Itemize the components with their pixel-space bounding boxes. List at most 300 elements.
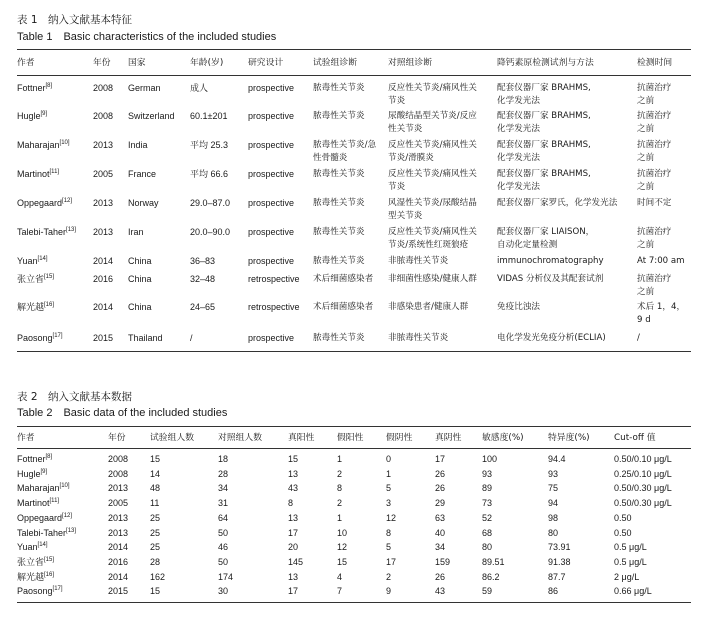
table1-age: 60.1±201 xyxy=(190,111,228,121)
table2-cell: 64 xyxy=(218,512,229,523)
table2-cell: 73 xyxy=(482,498,493,509)
table2-author xyxy=(17,527,76,540)
table2-cell: 12 xyxy=(337,542,348,553)
table1-country: China xyxy=(128,302,152,312)
table2-col-header: 真阴性 xyxy=(435,433,462,443)
table1-author xyxy=(17,168,59,181)
table2-cell: 28 xyxy=(150,556,161,567)
reference-marker: [15] xyxy=(44,556,55,563)
table1-test-diagnosis xyxy=(313,139,376,165)
table2-cell: 2 xyxy=(386,571,392,582)
table2-col-header: 敏感度(%) xyxy=(482,433,524,443)
table1-author xyxy=(17,82,52,95)
author-name: Oppegaard xyxy=(17,198,63,208)
table2-cell: 2005 xyxy=(108,498,129,509)
table2-cell: 1 xyxy=(337,454,343,464)
table1-country: France xyxy=(128,169,157,179)
table2-cell: 25 xyxy=(150,527,161,538)
table1-bottom-rule xyxy=(17,351,691,352)
table2-cell: 75 xyxy=(548,483,559,494)
table2-cell: 89.51 xyxy=(482,556,505,567)
table2-cell: 12 xyxy=(386,512,397,523)
cell-line: 之前 xyxy=(637,153,655,163)
table1-test-diagnosis xyxy=(313,110,365,123)
table1-country: Norway xyxy=(128,198,159,208)
table1-col-header: 试验组诊断 xyxy=(313,58,357,68)
table2-cell: 17 xyxy=(386,556,397,567)
table1-age: 32–48 xyxy=(190,274,216,284)
table1-year: 2014 xyxy=(93,302,114,312)
table1-test-diagnosis xyxy=(313,168,365,181)
table1-method xyxy=(497,255,604,268)
cell-line: 时间不定 xyxy=(637,198,672,208)
table1-detection-time xyxy=(637,82,671,108)
reference-marker: [8] xyxy=(45,83,53,89)
author-name: Fottner xyxy=(17,83,46,93)
table2-cell: 7 xyxy=(337,586,343,597)
table1-col-header: 对照组诊断 xyxy=(388,58,432,68)
table1-detection-time xyxy=(637,197,671,210)
author-name: Martinot xyxy=(17,498,50,509)
cell-line: 脓毒性关节炎 xyxy=(313,198,365,208)
table2-cell: 4 xyxy=(337,571,343,582)
table2-title-en: Table 2 Basic data of the included studies xyxy=(17,407,228,419)
table1-method xyxy=(497,226,594,252)
table1-year: 2016 xyxy=(93,274,114,284)
table1-control-diagnosis xyxy=(388,273,477,286)
cell-line: At 7:00 am xyxy=(637,256,685,266)
table2-cell: 40 xyxy=(435,527,446,538)
author-name: Martinot xyxy=(17,169,50,179)
table1-test-diagnosis xyxy=(313,273,373,286)
table1-control-diagnosis xyxy=(388,82,477,108)
table2-cell: 59 xyxy=(482,586,493,597)
table2-author xyxy=(17,497,59,510)
table1-design: prospective xyxy=(248,83,295,93)
cell-line: 化学发光法 xyxy=(497,124,540,134)
cell-line: 抗菌治疗 xyxy=(637,83,672,93)
table2-cell: 94 xyxy=(548,498,559,509)
table1-method xyxy=(497,332,606,345)
table2-author xyxy=(17,512,72,525)
table1-author xyxy=(17,332,63,345)
table2-cell: 86 xyxy=(548,586,559,597)
table1-control-diagnosis xyxy=(388,197,477,223)
cell-line: 抗菌治疗 xyxy=(637,227,672,237)
author-name: 张立省 xyxy=(17,274,45,284)
cell-line: 脓毒性关节炎 xyxy=(313,169,365,179)
table2-cell: 174 xyxy=(218,571,234,582)
table2-cell: 25 xyxy=(150,512,161,523)
cell-line: 抗菌治疗 xyxy=(637,169,672,179)
author-name: Hugle xyxy=(17,468,41,479)
cell-line: 反应性关节炎/痛风性关 xyxy=(388,140,477,150)
table2-cell: 100 xyxy=(482,454,498,464)
table1-control-diagnosis xyxy=(388,226,477,252)
cell-line: 9 d xyxy=(637,315,651,325)
table2-cell: 0.50 xyxy=(614,512,632,523)
table2-cell: 3 xyxy=(386,498,392,509)
table1-country: India xyxy=(128,140,148,150)
table2-cell: 162 xyxy=(150,571,166,582)
table1-test-diagnosis xyxy=(313,301,373,314)
table2-cell: 73.91 xyxy=(548,542,571,553)
author-name: 解光越 xyxy=(17,571,45,582)
table2-cell: 0.66 μg/L xyxy=(614,586,652,597)
table1-design: prospective xyxy=(248,169,295,179)
table2-cell: 26 xyxy=(435,571,446,582)
table1-method xyxy=(497,273,603,286)
table1-country: Iran xyxy=(128,227,144,237)
cell-line: 抗菌治疗 xyxy=(637,111,672,121)
cell-line: 配套仪器厂家 BRAHMS, xyxy=(497,140,591,150)
cell-line: 性骨髓炎 xyxy=(313,153,348,163)
cell-line: 之前 xyxy=(637,182,655,192)
author-name: Fottner xyxy=(17,454,46,464)
reference-marker: [9] xyxy=(40,468,48,475)
cell-line: 术后细菌感染者 xyxy=(313,302,374,312)
table2-cell: 20 xyxy=(288,542,299,553)
table2-cell: 2008 xyxy=(108,454,129,464)
table2-top-rule xyxy=(17,426,691,427)
table1-author xyxy=(17,255,48,268)
table1-control-diagnosis xyxy=(388,139,477,165)
table1-year: 2015 xyxy=(93,333,114,343)
cell-line: / xyxy=(637,333,640,343)
table2-cell: 2013 xyxy=(108,483,129,494)
table2-cell: 0 xyxy=(386,454,392,464)
reference-marker: [17] xyxy=(52,333,63,339)
table1-design: prospective xyxy=(248,333,295,343)
cell-line: 节炎 xyxy=(388,96,406,106)
table1-detection-time xyxy=(637,110,671,136)
table1-col-header: 降钙素原检测试剂与方法 xyxy=(497,58,594,68)
table2-col-header: 作者 xyxy=(17,433,35,443)
table1-detection-time xyxy=(637,168,671,194)
table1-author xyxy=(17,301,54,314)
author-name: Talebi-Taher xyxy=(17,527,67,538)
table1-top-rule xyxy=(17,49,691,50)
table2-cell: 0.5 μg/L xyxy=(614,556,647,567)
table2-bottom-rule xyxy=(17,602,691,603)
table2-col-header: 特异度(%) xyxy=(548,433,590,443)
table2-cell: 9 xyxy=(386,586,392,597)
table1-detection-time xyxy=(637,273,671,299)
author-name: Paosong xyxy=(17,586,53,597)
table1-year: 2014 xyxy=(93,256,114,266)
table1-detection-time xyxy=(637,332,640,345)
cell-line: 脓毒性关节炎 xyxy=(313,111,365,121)
reference-marker: [14] xyxy=(37,542,48,549)
table1-author xyxy=(17,226,76,239)
table2-cell: 0.50/0.30 μg/L xyxy=(614,483,672,494)
table2-cell: 14 xyxy=(150,468,161,479)
author-name: Hugle xyxy=(17,111,41,121)
table2-cell: 89 xyxy=(482,483,493,494)
author-name: Maharajan xyxy=(17,483,60,494)
table2-cell: 30 xyxy=(218,586,229,597)
table2-cell: 17 xyxy=(288,586,299,597)
author-name: Yuan xyxy=(17,256,38,266)
table2-cell: 31 xyxy=(218,498,229,509)
table2-cell: 25 xyxy=(150,542,161,553)
cell-line: 非感染患者/健康人群 xyxy=(388,302,469,312)
table1-country: China xyxy=(128,256,152,266)
table1-year: 2013 xyxy=(93,227,114,237)
author-name: Paosong xyxy=(17,333,53,343)
cell-line: 配套仪器厂家 LIAISON， xyxy=(497,227,595,237)
table2-cell: 28 xyxy=(218,468,229,479)
table1-method xyxy=(497,110,591,136)
table1-col-header: 研究设计 xyxy=(248,58,284,68)
table1-year: 2013 xyxy=(93,198,114,208)
table1-control-diagnosis xyxy=(388,301,468,314)
table1-year: 2008 xyxy=(93,111,114,121)
table1-design: prospective xyxy=(248,198,295,208)
table2-cell: 2008 xyxy=(108,468,129,479)
table2-author xyxy=(17,468,47,481)
table2-header-rule xyxy=(17,448,691,449)
table2-col-header: Cut-off 值 xyxy=(614,433,656,443)
table2-author xyxy=(17,585,63,598)
cell-line: 脓毒性关节炎/急 xyxy=(313,140,377,150)
cell-line: 脓毒性关节炎 xyxy=(313,227,365,237)
table2-col-header: 年份 xyxy=(108,433,126,443)
table2-col-header: 假阳性 xyxy=(337,433,364,443)
table1-col-header: 年龄(岁) xyxy=(190,58,224,68)
reference-marker: [16] xyxy=(44,302,55,308)
table1-design: retrospective xyxy=(248,274,300,284)
table1-age: / xyxy=(190,333,193,343)
table2-author xyxy=(17,541,48,554)
cell-line: 免疫比浊法 xyxy=(497,302,540,312)
cell-line: 节炎/系统性红斑狼疮 xyxy=(388,240,469,250)
table1-control-diagnosis xyxy=(388,110,477,136)
table2-cell: 2013 xyxy=(108,527,129,538)
table1-design: prospective xyxy=(248,256,295,266)
reference-marker: [14] xyxy=(37,256,48,262)
table2-cell: 15 xyxy=(150,586,161,597)
table2-cell: 10 xyxy=(337,527,348,538)
table1-country: Switzerland xyxy=(128,111,175,121)
table1-country: German xyxy=(128,83,161,93)
reference-marker: [13] xyxy=(66,527,77,534)
table2-cell: 8 xyxy=(288,498,294,509)
table2-cell: 15 xyxy=(337,556,348,567)
table2-cell: 17 xyxy=(288,527,299,538)
table2-author xyxy=(17,571,54,584)
table2-cell: 2 xyxy=(337,498,343,509)
table1-test-diagnosis xyxy=(313,82,365,95)
table1-header-rule xyxy=(17,75,691,76)
cell-line: 尿酸结晶型关节炎/反应 xyxy=(388,111,477,121)
cell-line: 术后 1，4， xyxy=(637,302,686,312)
table1-detection-time xyxy=(637,301,685,327)
table2-cell: 145 xyxy=(288,556,304,567)
reference-marker: [10] xyxy=(59,140,70,146)
table2-cell: 2016 xyxy=(108,556,129,567)
table1-control-diagnosis xyxy=(388,255,448,268)
author-name: Yuan xyxy=(17,542,38,553)
table2-cell: 80 xyxy=(548,527,559,538)
table1-col-header: 国家 xyxy=(128,58,146,68)
table2-cell: 34 xyxy=(435,542,446,553)
table1-age: 平均 66.6 xyxy=(190,169,229,179)
table1-method xyxy=(497,82,591,108)
table1-control-diagnosis xyxy=(388,332,448,345)
cell-line: 之前 xyxy=(637,124,655,134)
table2-cell: 34 xyxy=(218,483,229,494)
table1-country: Thailand xyxy=(128,333,163,343)
table2-col-header: 试验组人数 xyxy=(150,433,194,443)
table1-detection-time xyxy=(637,139,671,165)
table2-cell: 0.25/0.10 μg/L xyxy=(614,468,672,479)
table1-control-diagnosis xyxy=(388,168,477,194)
table1-year: 2013 xyxy=(93,140,114,150)
reference-marker: [15] xyxy=(44,274,55,280)
cell-line: 之前 xyxy=(637,240,655,250)
table2-cell: 0.50 xyxy=(614,527,632,538)
table2-cell: 5 xyxy=(386,542,392,553)
table1-country: China xyxy=(128,274,152,284)
cell-line: 脓毒性关节炎 xyxy=(313,83,365,93)
table1-design: prospective xyxy=(248,111,295,121)
cell-line: 脓毒性关节炎 xyxy=(313,256,365,266)
table2-cell: 94.4 xyxy=(548,454,566,464)
table1-year: 2005 xyxy=(93,169,114,179)
table2-cell: 5 xyxy=(386,483,392,494)
reference-marker: [11] xyxy=(49,169,60,175)
table2-cell: 26 xyxy=(435,468,446,479)
table2-cell: 1 xyxy=(386,468,392,479)
table2-cell: 2014 xyxy=(108,542,129,553)
table1-method xyxy=(497,301,540,314)
table1-method xyxy=(497,197,617,210)
table2-cell: 48 xyxy=(150,483,161,494)
cell-line: immunochromatography xyxy=(497,256,604,266)
table1-detection-time xyxy=(637,255,685,268)
cell-line: 电化学发光免疫分析(ECLIA) xyxy=(497,333,606,343)
table1-method xyxy=(497,139,591,165)
table2-cell: 68 xyxy=(482,527,493,538)
table1-design: prospective xyxy=(248,140,295,150)
table2-col-header: 真阳性 xyxy=(288,433,315,443)
reference-marker: [16] xyxy=(44,571,55,578)
table2-cell: 2014 xyxy=(108,571,129,582)
table1-author xyxy=(17,273,54,286)
cell-line: VIDAS 分析仪及其配套试剂 xyxy=(497,274,604,284)
author-name: 解光越 xyxy=(17,302,45,312)
table2-col-header: 对照组人数 xyxy=(218,433,262,443)
cell-line: 之前 xyxy=(637,287,655,297)
table1-col-header: 年份 xyxy=(93,58,111,68)
table2-cell: 86.2 xyxy=(482,571,500,582)
reference-marker: [12] xyxy=(62,512,73,519)
table1-test-diagnosis xyxy=(313,332,365,345)
table2-cell: 15 xyxy=(150,454,161,464)
table2-cell: 43 xyxy=(435,586,446,597)
cell-line: 抗菌治疗 xyxy=(637,140,672,150)
reference-marker: [9] xyxy=(40,111,48,117)
table2-cell: 93 xyxy=(482,468,493,479)
table2-cell: 46 xyxy=(218,542,229,553)
cell-line: 脓毒性关节炎 xyxy=(313,333,365,343)
table1-test-diagnosis xyxy=(313,197,365,210)
cell-line: 型关节炎 xyxy=(388,211,423,221)
table2-title-zh: 表 2 纳入文献基本数据 xyxy=(17,391,133,403)
cell-line: 配套仪器厂家 BRAHMS, xyxy=(497,83,591,93)
table1-age: 20.0–90.0 xyxy=(190,227,231,237)
table2-cell: 63 xyxy=(435,512,446,523)
author-name: Oppegaard xyxy=(17,512,63,523)
table2-cell: 87.7 xyxy=(548,571,566,582)
reference-marker: [10] xyxy=(59,483,70,490)
table2-cell: 50 xyxy=(218,556,229,567)
table2-author xyxy=(17,482,70,495)
table2-cell: 52 xyxy=(482,512,493,523)
table2-cell: 13 xyxy=(288,512,299,523)
table2-cell: 159 xyxy=(435,556,451,567)
table1-author xyxy=(17,139,70,152)
table2-cell: 50 xyxy=(218,527,229,538)
table1-age: 成人 xyxy=(190,83,209,93)
table1-author xyxy=(17,110,47,123)
author-name: Talebi-Taher xyxy=(17,227,67,237)
cell-line: 配套仪器厂家 BRAHMS, xyxy=(497,111,591,121)
reference-marker: [11] xyxy=(49,498,60,505)
table2-cell: 13 xyxy=(288,571,299,582)
table2-cell: 80 xyxy=(482,542,493,553)
table2-cell: 43 xyxy=(288,483,299,494)
table1-title-en: Table 1 Basic characteristics of the included studies xyxy=(17,31,277,43)
cell-line: 抗菌治疗 xyxy=(637,274,672,284)
table2-cell: 2 μg/L xyxy=(614,571,640,582)
cell-line: 反应性关节炎/痛风性关 xyxy=(388,83,477,93)
table2-cell: 0.50/0.10 μg/L xyxy=(614,454,672,464)
cell-line: 节炎/滑膜炎 xyxy=(388,153,434,163)
table1-design: retrospective xyxy=(248,302,300,312)
reference-marker: [12] xyxy=(62,198,73,204)
table1-age: 29.0–87.0 xyxy=(190,198,231,208)
table1-test-diagnosis xyxy=(313,226,365,239)
cell-line: 术后细菌感染者 xyxy=(313,274,374,284)
cell-line: 化学发光法 xyxy=(497,96,540,106)
table1-col-header: 检测时间 xyxy=(637,58,673,68)
table1-test-diagnosis xyxy=(313,255,365,268)
table2-cell: 13 xyxy=(288,468,299,479)
cell-line: 非脓毒性关节炎 xyxy=(388,256,449,266)
cell-line: 非细菌性感染/健康人群 xyxy=(388,274,477,284)
cell-line: 化学发光法 xyxy=(497,153,540,163)
cell-line: 配套仪器厂家 BRAHMS, xyxy=(497,169,591,179)
cell-line: 非脓毒性关节炎 xyxy=(388,333,449,343)
table2-col-header: 假阴性 xyxy=(386,433,413,443)
cell-line: 反应性关节炎/痛风性关 xyxy=(388,169,477,179)
table2-author xyxy=(17,556,54,569)
table2-cell: 0.5 μg/L xyxy=(614,542,647,553)
table2-author xyxy=(17,453,52,466)
table2-cell: 1 xyxy=(337,512,343,523)
table2-cell: 18 xyxy=(218,454,229,464)
cell-line: 反应性关节炎/痛风性关 xyxy=(388,227,477,237)
table1-author xyxy=(17,197,72,210)
table2-cell: 29 xyxy=(435,498,446,509)
table1-detection-time xyxy=(637,226,671,252)
table1-year: 2008 xyxy=(93,83,114,93)
table1-col-header: 作者 xyxy=(17,58,35,68)
table2-cell: 91.38 xyxy=(548,556,571,567)
table2-cell: 93 xyxy=(548,468,559,479)
